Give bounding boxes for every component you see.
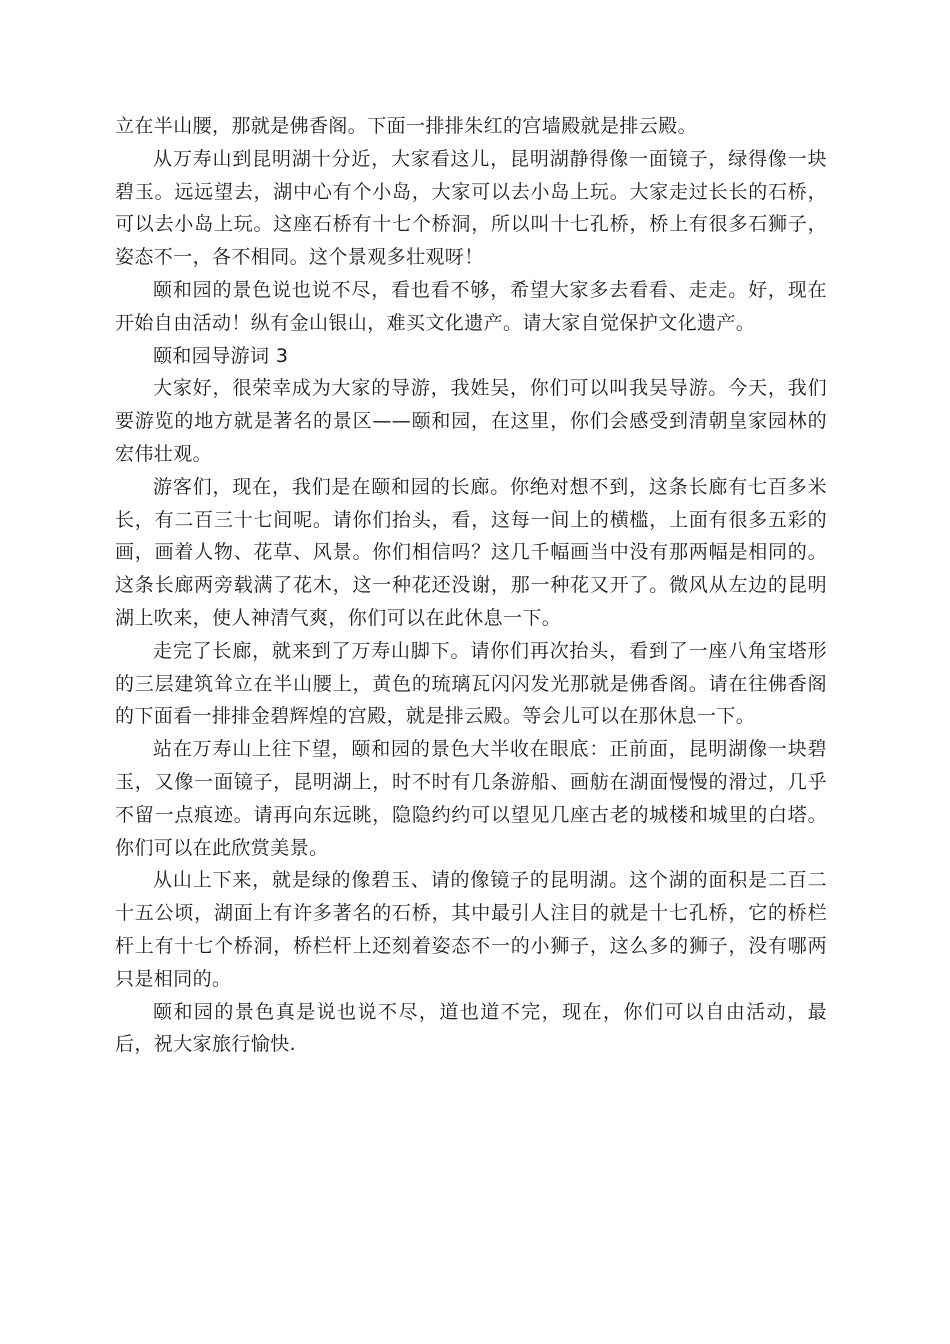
section-heading: 颐和园导游词 3 [153, 344, 289, 367]
paragraph: 颐和园的景色真是说也说不尽，道也道不完，现在，你们可以自由活动，最后，祝大家旅行愉快. [115, 1000, 827, 1056]
paragraph: 游客们，现在，我们是在颐和园的长廊。你绝对想不到，这条长廊有七百多米长，有二百三十七间呢。请你们抬头，看，这每一间上的横槛，上面有很多五彩的画，画着人物、花草、风景。你们相信吗？这几千幅画当中没有那两幅是相同的。这条长廊两旁载满了花木，这一种花还没谢，那一种花又开了。微风从左边的昆明湖上吹来，使人神清气爽，你们可以在此休息一下。 [115, 475, 827, 629]
paragraph-continuation: 立在半山腰，那就是佛香阁。下面一排排朱红的宫墙殿就是排云殿。 [115, 115, 698, 137]
paragraph: 颐和园的景色说也说不尽，看也看不够，希望大家多去看看、走走。好，现在开始自由活动！纵有金山银山，难买文化遗产。请大家自觉保护文化遗产。 [115, 278, 827, 334]
document-body [115, 110, 827, 1061]
paragraph: 大家好，很荣幸成为大家的导游，我姓吴，你们可以叫我吴导游。今天，我们要游览的地方就是著名的景区——颐和园，在这里，你们会感受到清朝皇家园林的宏伟壮观。 [115, 377, 827, 465]
paragraph: 站在万寿山上往下望，颐和园的景色大半收在眼底：正前面，昆明湖像一块碧玉，又像一面镜子，昆明湖上，时不时有几条游船、画舫在湖面慢慢的滑过，几乎不留一点痕迹。请再向东远眺，隐隐约约可以望见几座古老的城楼和城里的白塔。你们可以在此欣赏美景。 [115, 738, 827, 859]
paragraph: 从山上下来，就是绿的像碧玉、请的像镜子的昆明湖。这个湖的面积是二百二十五公顷，湖面上有许多著名的石桥，其中最引人注目的就是十七孔桥，它的桥栏杆上有十七个桥洞，桥栏杆上还刻着姿态不一的小狮子，这么多的狮子，没有哪两只是相同的。 [115, 869, 827, 990]
paragraph: 从万寿山到昆明湖十分近，大家看这儿，昆明湖静得像一面镜子，绿得像一块碧玉。远远望去，湖中心有个小岛，大家可以去小岛上玩。大家走过长长的石桥，可以去小岛上玩。这座石桥有十七个桥洞，所以叫十七孔桥，桥上有很多石狮子，姿态不一，各不相同。这个景观多壮观呀！ [115, 147, 827, 269]
paragraph: 走完了长廊，就来到了万寿山脚下。请你们再次抬头，看到了一座八角宝塔形的三层建筑耸立在半山腰上，黄色的琉璃瓦闪闪发光那就是佛香阁。请在往佛香阁的下面看一排排金碧辉煌的宫殿，就是排云殿。等会儿可以在那休息一下。 [115, 639, 827, 728]
